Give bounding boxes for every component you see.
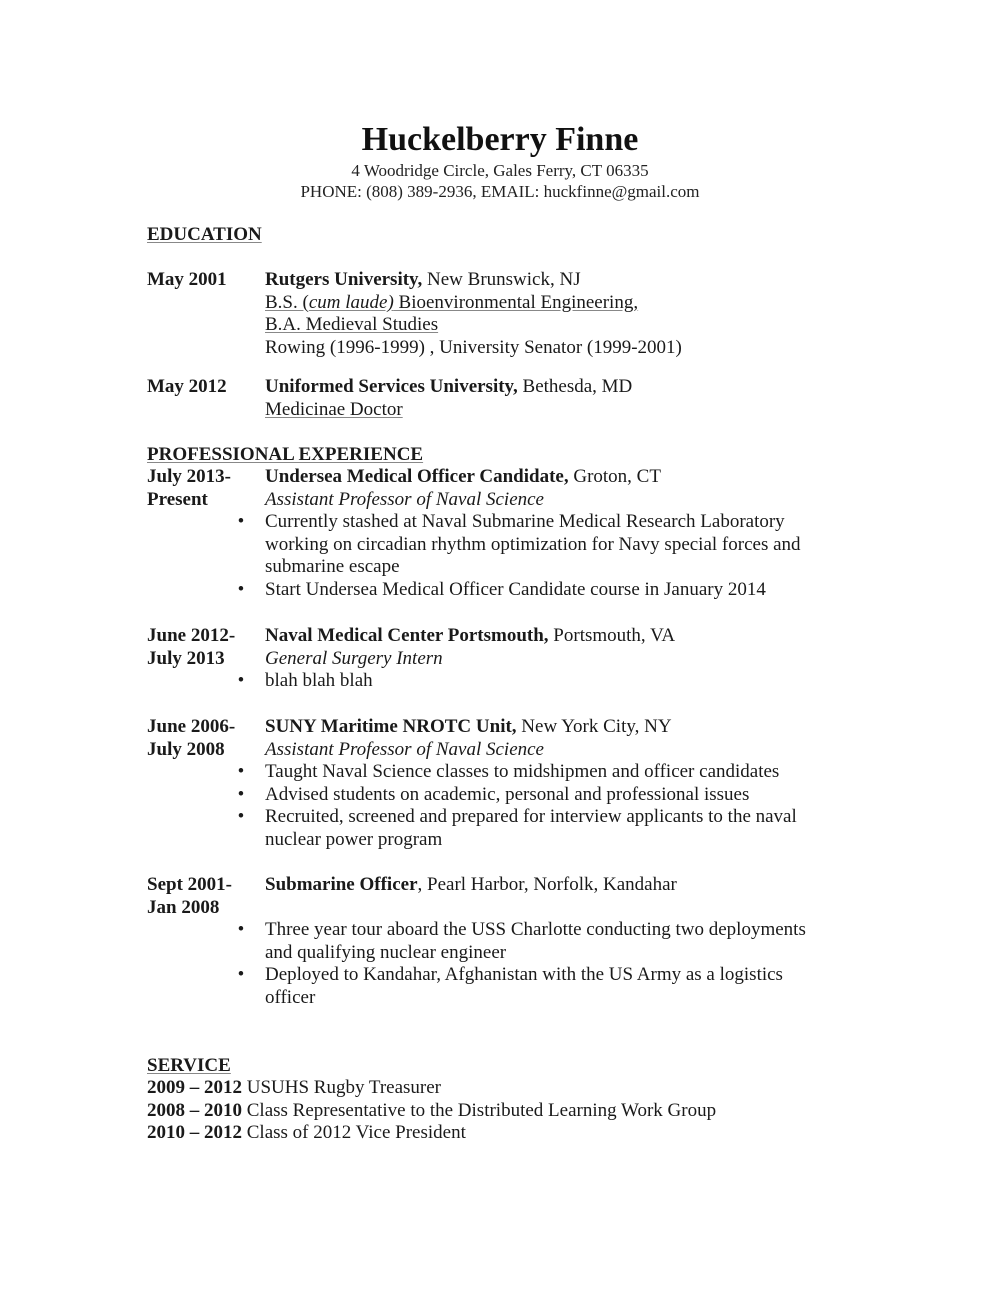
school-location: Bethesda, MD <box>517 376 633 397</box>
bullet-text: Three year tour aboard the USS Charlotte conducting two deployments and qualifying nuclear engineer <box>265 919 806 963</box>
education-entry <box>265 376 845 421</box>
bullet-item <box>237 511 835 579</box>
education-date: May 2001 <box>147 269 227 290</box>
experience-date <box>147 874 232 919</box>
school-name: Uniformed Services University, <box>265 376 518 397</box>
service-heading: SERVICE <box>147 1055 231 1076</box>
applicant-name: Huckelberry Finne <box>361 121 639 158</box>
bullet-icon: • <box>237 964 245 985</box>
service-years: 2010 – 2012 <box>147 1122 242 1143</box>
employer-location: , Pearl Harbor, Norfolk, Kandahar <box>417 874 677 895</box>
employer: Undersea Medical Officer Candidate, <box>265 466 569 487</box>
bullet-text: Start Undersea Medical Officer Candidate course in January 2014 <box>265 578 766 600</box>
bullet-icon: • <box>237 578 245 600</box>
job-role: General Surgery Intern <box>265 647 443 669</box>
education-heading: EDUCATION <box>147 224 262 245</box>
experience-heading: PROFESSIONAL EXPERIENCE <box>147 444 424 465</box>
experience-entry <box>237 716 825 851</box>
service-desc: USUHS Rugby Treasurer <box>242 1077 441 1098</box>
bullet-text: Recruited, screened and prepared for interview applicants to the naval nuclear power program <box>265 806 797 850</box>
bullet-item <box>237 578 835 602</box>
employer: Submarine Officer <box>265 874 418 895</box>
date-start: June 2012- <box>147 625 236 646</box>
degree-honors: cum laude) <box>308 291 394 313</box>
employer-location: Portsmouth, VA <box>548 625 676 646</box>
bullet-icon: • <box>237 761 245 782</box>
bullet-icon: • <box>237 511 245 532</box>
address: 4 Woodridge Circle, Gales Ferry, CT 06335 <box>351 161 649 180</box>
bullet-text: Taught Naval Science classes to midshipmen and officer candidates <box>265 761 780 782</box>
date-end: Jan 2008 <box>147 896 220 918</box>
date-start: July 2013- <box>147 466 231 487</box>
bullet-item <box>237 761 825 784</box>
bullet-item <box>237 783 825 807</box>
employer-location: New York City, NY <box>516 716 672 737</box>
experience-entry <box>237 466 835 601</box>
bullet-item <box>237 670 845 693</box>
date-start: Sept 2001- <box>147 874 232 895</box>
service-years: 2008 – 2010 <box>147 1100 242 1121</box>
bullet-icon: • <box>237 806 245 827</box>
bullet-text: blah blah blah <box>265 670 373 691</box>
bullet-icon: • <box>237 670 245 691</box>
service-desc: Class of 2012 Vice President <box>242 1122 466 1143</box>
degree-prefix: B.S. ( <box>265 291 309 313</box>
date-end: Present <box>147 488 208 510</box>
bullet-text: Advised students on academic, personal and professional issues <box>265 783 750 805</box>
employer: SUNY Maritime NROTC Unit, <box>265 716 517 737</box>
service-item <box>147 1100 716 1123</box>
service-item <box>147 1077 441 1100</box>
school-name: Rutgers University, <box>265 269 423 290</box>
bullet-icon: • <box>237 783 245 805</box>
degree-major: Bioenvironmental Engineering, <box>393 291 639 313</box>
job-role: Assistant Professor of Naval Science <box>265 738 544 760</box>
activities: Rowing (1996-1999) , University Senator (1999-2001) <box>265 336 682 358</box>
experience-date <box>147 716 235 761</box>
bullet-item <box>237 964 835 1009</box>
experience-entry <box>237 625 845 693</box>
bullet-item <box>237 806 825 851</box>
degree <box>265 292 638 313</box>
service-desc: Class Representative to the Distributed Learning Work Group <box>242 1100 717 1121</box>
bullet-item <box>237 919 835 964</box>
date-start: June 2006- <box>147 716 236 737</box>
bullet-text: Currently stashed at Naval Submarine Medical Research Laboratory working on circadian rhythm optimization for Navy special forces and submarine escape <box>265 511 801 577</box>
bullet-text: Deployed to Kandahar, Afghanistan with the US Army as a logistics officer <box>265 964 783 1008</box>
degree: Medicinae Doctor <box>265 398 403 420</box>
employer-location: Groton, CT <box>568 466 661 487</box>
date-end: July 2008 <box>147 738 225 760</box>
degree-2: B.A. Medieval Studies <box>265 314 439 335</box>
experience-date <box>147 625 235 670</box>
service-years: 2009 – 2012 <box>147 1077 242 1098</box>
date-end: July 2013 <box>147 647 225 669</box>
education-entry <box>265 269 845 359</box>
experience-entry <box>237 874 835 1009</box>
service-item <box>147 1122 466 1145</box>
education-date: May 2012 <box>147 376 227 397</box>
spacer <box>265 897 835 920</box>
job-role: Assistant Professor of Naval Science <box>265 488 544 510</box>
bullet-icon: • <box>237 919 245 940</box>
employer: Naval Medical Center Portsmouth, <box>265 625 549 646</box>
school-location: New Brunswick, NJ <box>422 269 581 290</box>
contact-line: PHONE: (808) 389-2936, EMAIL: huckfinne@gmail.com <box>300 182 700 201</box>
experience-date <box>147 466 231 511</box>
